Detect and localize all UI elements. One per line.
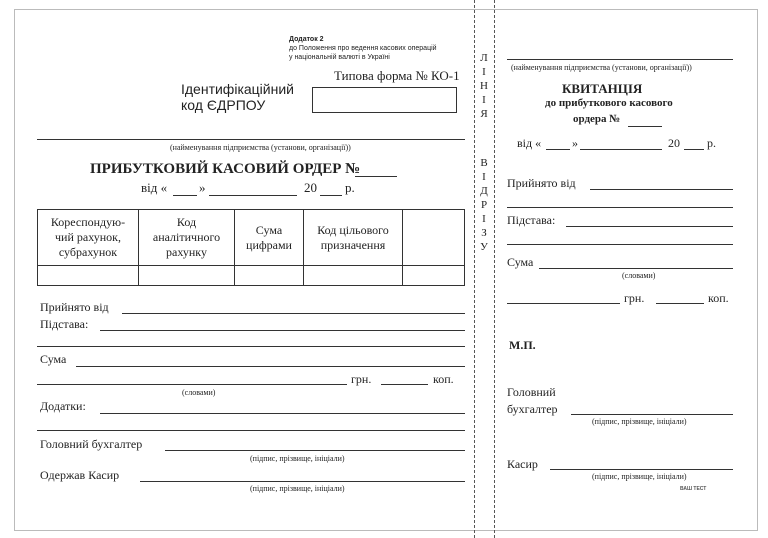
receipt-org-name-line[interactable]	[507, 59, 733, 60]
cut-line-right	[494, 0, 495, 538]
receipt-kop-line[interactable]	[656, 303, 704, 304]
receipt-org-name-hint: (найменування підприємства (установи, організації))	[511, 63, 692, 72]
accounts-table	[37, 209, 465, 286]
cut-word1-char: І	[482, 94, 486, 106]
cashier-sign-hint: (підпис, прізвище, ініціали)	[250, 484, 345, 493]
order-number-line[interactable]	[355, 176, 397, 177]
date-month-line[interactable]	[209, 195, 297, 196]
chief-accountant-label: Головний бухгалтер	[40, 437, 143, 451]
header-blank	[403, 210, 465, 266]
receipt-amount-label: Сума	[507, 255, 534, 269]
basis-line-2[interactable]	[37, 346, 465, 347]
cashier-label: Одержав Касир	[40, 468, 120, 482]
date-suffix: р.	[345, 180, 355, 195]
date-day-line[interactable]	[173, 195, 197, 196]
receipt-basis-label: Підстава:	[507, 213, 556, 227]
cut-word2-char: І	[482, 171, 486, 183]
receipt-basis-line-2[interactable]	[507, 244, 733, 245]
amount-label: Сума	[40, 352, 67, 366]
cut-word2-char: Д	[480, 185, 488, 197]
cell-analytic-account[interactable]	[139, 266, 235, 286]
attachments-line-2[interactable]	[37, 430, 465, 431]
amount-line[interactable]	[76, 366, 465, 367]
cut-word1-char: Я	[480, 108, 488, 120]
cashier-sign-line[interactable]	[140, 481, 465, 482]
receipt-uah-line[interactable]	[507, 303, 620, 304]
date-mid: »	[199, 180, 206, 195]
receipt-cashier-sign-hint: (підпис, прізвище, ініціали)	[592, 472, 687, 481]
header-purpose-code: Код цільового призначення	[304, 210, 403, 266]
receipt-subtitle-1: до прибуткового касового	[545, 97, 673, 109]
chief-accountant-sign-line[interactable]	[165, 450, 465, 451]
cut-word1-char: Л	[480, 52, 488, 64]
date-year-line[interactable]	[320, 195, 342, 196]
basis-line[interactable]	[100, 330, 465, 331]
cut-word1-char: І	[482, 66, 486, 78]
uah-label: грн.	[351, 372, 372, 386]
table-row	[38, 266, 465, 286]
id-code-label-1: Ідентифікаційний	[181, 81, 294, 97]
header-corresponding-account: Кореспондую- чий рахунок, субрахунок	[38, 210, 139, 266]
date-prefix: від «	[141, 180, 168, 195]
receipt-received-from-line-2[interactable]	[507, 207, 733, 208]
cell-purpose-code[interactable]	[304, 266, 403, 286]
attachments-line[interactable]	[100, 413, 465, 414]
basis-label: Підстава:	[40, 317, 89, 331]
receipt-kop-label: коп.	[708, 291, 729, 305]
appendix-line-2: у національній валюті в Україні	[289, 54, 390, 61]
kop-amount-line[interactable]	[381, 384, 428, 385]
receipt-date-suffix: р.	[707, 136, 716, 150]
publisher-logo: ВАШ ТЕСТ	[680, 486, 707, 492]
cut-word2-char: У	[480, 241, 488, 253]
attachments-label: Додатки:	[40, 399, 86, 413]
appendix-line-1: до Положення про ведення касових операцій	[289, 45, 437, 52]
cut-line-left	[474, 0, 475, 538]
cut-word2-char: З	[481, 227, 487, 239]
received-from-label: Прийнято від	[40, 300, 109, 314]
in-words-hint: (словами)	[182, 388, 216, 397]
kop-label: коп.	[433, 372, 454, 386]
edrpou-code-box[interactable]	[312, 87, 457, 113]
cut-word2-char: Р	[480, 199, 488, 211]
cell-blank[interactable]	[403, 266, 465, 286]
cut-word1-char: Н	[480, 80, 488, 92]
receipt-subtitle-2: ордера №	[573, 113, 621, 125]
receipt-date-year: 20	[668, 136, 680, 150]
appendix-title: Додаток 2	[289, 36, 324, 43]
receipt-date-mid: »	[572, 136, 578, 150]
received-from-line[interactable]	[122, 313, 465, 314]
receipt-order-number-line[interactable]	[628, 126, 662, 127]
order-title: ПРИБУТКОВИЙ КАСОВИЙ ОРДЕР №	[90, 161, 361, 177]
receipt-cashier-label: Касир	[507, 457, 538, 471]
stamp-label: М.П.	[509, 338, 536, 352]
id-code-label-2: код ЄДРПОУ	[181, 97, 266, 113]
receipt-chief-label-1: Головний	[507, 385, 556, 399]
org-name-hint: (найменування підприємства (установи, організації))	[170, 143, 351, 152]
receipt-in-words-hint: (словами)	[622, 271, 656, 280]
chief-sign-hint: (підпис, прізвище, ініціали)	[250, 454, 345, 463]
org-name-line[interactable]	[37, 139, 465, 140]
header-amount-digits: Сума цифрами	[235, 210, 304, 266]
receipt-chief-sign-hint: (підпис, прізвище, ініціали)	[592, 417, 687, 426]
receipt-date-day-line[interactable]	[546, 149, 570, 150]
receipt-date-month-line[interactable]	[580, 149, 662, 150]
receipt-title: КВИТАНЦІЯ	[562, 81, 643, 96]
receipt-cashier-sign-line[interactable]	[550, 469, 733, 470]
cell-amount-digits[interactable]	[235, 266, 304, 286]
receipt-uah-label: грн.	[624, 291, 645, 305]
receipt-received-from-label: Прийнято від	[507, 176, 576, 190]
receipt-date-prefix: від «	[517, 136, 542, 150]
receipt-basis-line[interactable]	[566, 226, 733, 227]
standard-form-label: Типова форма № КО-1	[334, 68, 460, 83]
header-analytic-account: Код аналітичного рахунку	[139, 210, 235, 266]
receipt-received-from-line[interactable]	[590, 189, 733, 190]
cut-word2-char: І	[482, 213, 486, 225]
receipt-amount-line[interactable]	[539, 268, 733, 269]
cell-corresponding-account[interactable]	[38, 266, 139, 286]
date-year: 20	[304, 180, 317, 195]
receipt-chief-sign-line[interactable]	[571, 414, 733, 415]
receipt-chief-label-2: бухгалтер	[507, 402, 558, 416]
receipt-date-year-line[interactable]	[684, 149, 704, 150]
table-header-row	[38, 210, 465, 266]
cut-word2-char: В	[480, 157, 488, 169]
amount-line-2[interactable]	[37, 384, 347, 385]
